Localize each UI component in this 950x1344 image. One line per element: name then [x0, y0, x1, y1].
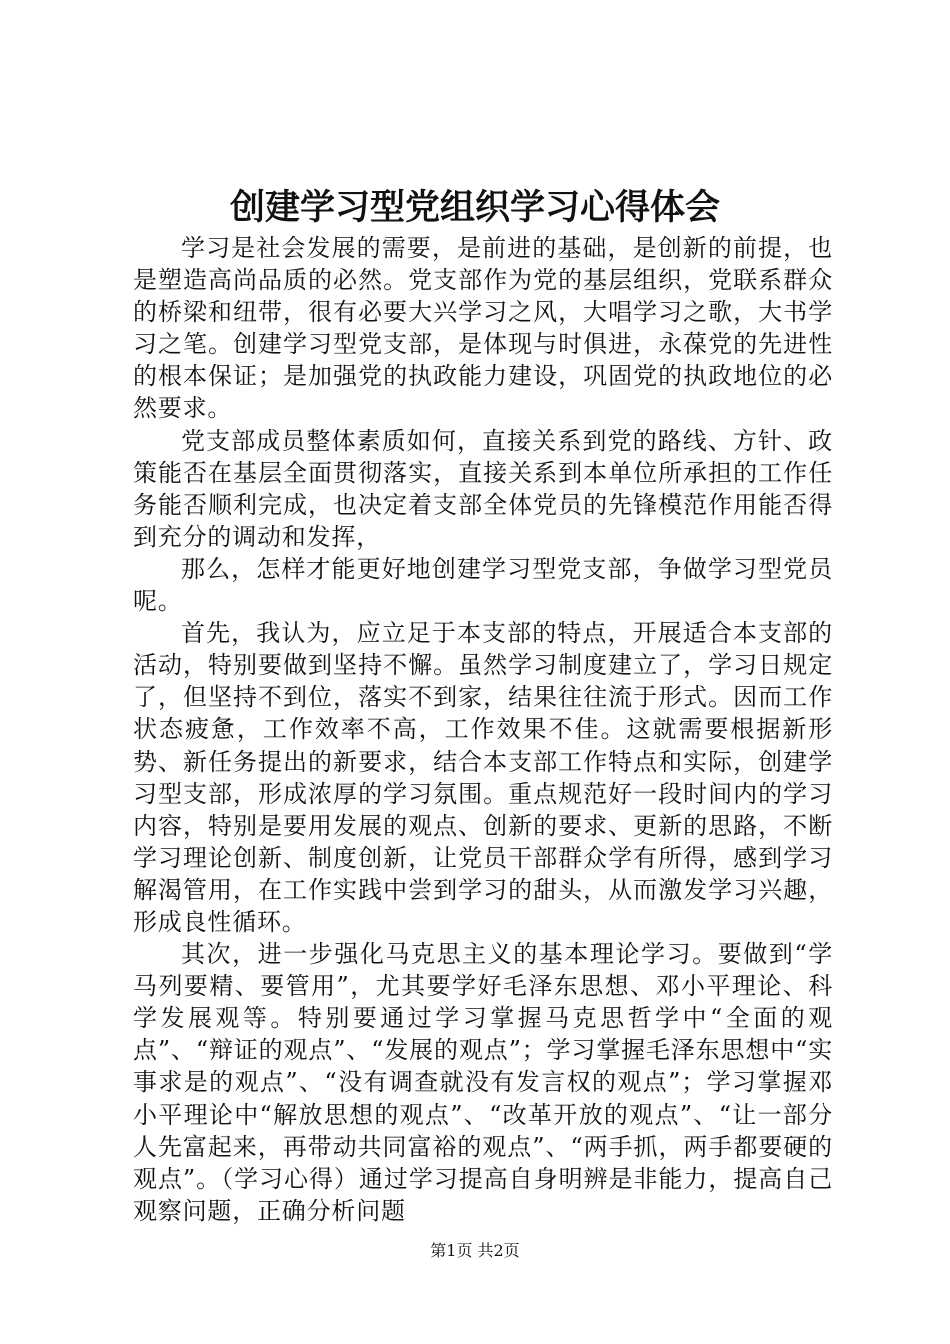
paragraph: 党支部成员整体素质如何，直接关系到党的路线、方针、政策能否在基层全面贯彻落实，直接关系到本单位所承担的工作任务能否顺利完成，也决定着支部全体党员的先锋模范作用能否得到充分的调动和发挥，	[133, 426, 833, 551]
paragraph: 学习是社会发展的需要，是前进的基础，是创新的前提，也是塑造高尚品质的必然。党支部作为党的基层组织，党联系群众的桥梁和纽带，很有必要大兴学习之风，大唱学习之歌，大书学习之笔。创建学习型党支部，是体现与时俱进，永葆党的先进性的根本保证；是加强党的执政能力建设，巩固党的执政地位的必然要求。	[133, 234, 833, 423]
page-footer: 第1页 共2页	[430, 1241, 520, 1260]
paragraph: 其次，进一步强化马克思主义的基本理论学习。要做到“学马列要精、要管用”，尤其要学好毛泽东思想、邓小平理论、科学发展观等。特别要通过学习掌握马克思哲学中“全面的观点”、“辩证的观点”、“发展的观点”；学习掌握毛泽东思想中“实事求是的观点”、“没有调查就没有发言权的观点”；学习掌握邓小平理论中“解放思想的观点”、“改革开放的观点”、“让一部分人先富起来，再带动共同富裕的观点”、“两手抓，两手都要硬的观点”。（学习心得）通过学习提高自身明辨是非能力，提高自己观察问题，正确分析问题	[133, 940, 833, 1225]
document-title: 创建学习型党组织学习心得体会	[229, 187, 720, 228]
paragraph: 首先，我认为，应立足于本支部的特点，开展适合本支部的活动，特别要做到坚持不懈。虽然学习制度建立了，学习日规定了，但坚持不到位，落实不到家，结果往往流于形式。因而工作状态疲惫，工作效率不高，工作效果不佳。这就需要根据新形势、新任务提出的新要求，结合本支部工作特点和实际，创建学习型支部，形成浓厚的学习氛围。重点规范好一段时间内的学习内容，特别是要用发展的观点、创新的要求、更新的思路，不断学习理论创新、制度创新，让党员干部群众学有所得，感到学习解渴管用，在工作实践中尝到学习的甜头，从而激发学习兴趣，形成良性循环。	[133, 619, 833, 936]
paragraph: 那么，怎样才能更好地创建学习型党支部，争做学习型党员呢。	[133, 554, 833, 616]
document-body	[133, 232, 833, 1227]
